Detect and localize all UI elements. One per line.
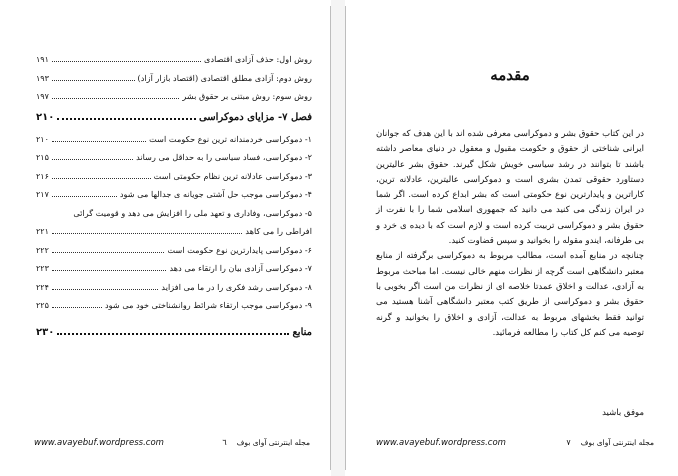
toc-leader-dots: [57, 332, 289, 335]
toc-entry[interactable]: [36, 296, 312, 315]
toc-entry[interactable]: [36, 278, 312, 297]
toc-entry-title: ۸- دموکراسی رشد فکری را در ما می افزاید: [161, 281, 312, 292]
toc-entry-title: ۶- دموکراسی پایدارترین نوع حکومت است: [167, 244, 312, 255]
toc-leader-dots: [52, 306, 102, 308]
toc-entry[interactable]: [36, 167, 312, 186]
toc-leader-dots: [52, 60, 201, 62]
footer-label: مجله اینترنتی آوای بوف: [580, 438, 654, 447]
footer-label: مجله اینترنتی آوای بوف: [236, 438, 310, 447]
toc-entry[interactable]: [36, 185, 312, 204]
page-number: ٦: [222, 438, 227, 447]
toc-entry-title: فصل ۷- مزایای دموکراسی: [198, 111, 312, 123]
toc-entry[interactable]: [36, 241, 312, 260]
toc-entry-page: ۲۲۴: [36, 282, 49, 292]
toc-leader-dots: [52, 79, 135, 81]
toc-entry-title: روش دوم: آزادی مطلق اقتصادی (اقتصاد بازار آزاد): [137, 72, 312, 83]
paragraph: چنانچه در منابع آمده است، مطالب مربوط به دموکراسی برگرفته از منابع معتبر دانشگاهی است گرچه از نظرات منهم خالی نیست. اما مباحث مربوط به آزادی، عدالت و اخلاق عمدتا خلاصه ای از نظرات من است اگر بخوبی با حقوق بشر و دموکراسی از طریق کتب معتبر دانشگاهی آشنا هستید می توانید فقط بخشهای مربوط به عدالت، آزادی و اخلاق را بخوانید و گرنه توصیه می کنم کل کتاب را مطالعه فرمائید.: [376, 251, 644, 338]
toc-entry[interactable]: [36, 87, 312, 106]
toc-entry-title: ۴- دموکراسی موجب حل آشتی جویانه ی جدالها می شود: [119, 189, 312, 199]
page-title: مقدمه: [490, 66, 530, 84]
introduction-body: [376, 127, 644, 341]
toc-leader-dots: [52, 269, 167, 271]
toc-entry-page: ۲۲۵: [36, 301, 49, 310]
toc-entry-page: ۲۱۰: [36, 111, 55, 123]
toc-entry-page: ۲۲۲: [36, 245, 49, 255]
toc-entry[interactable]: [36, 321, 312, 345]
toc-entry[interactable]: [36, 148, 312, 167]
toc-entry-page: ۲۱۰: [36, 134, 49, 144]
table-of-contents: [36, 50, 312, 345]
toc-entry[interactable]: [36, 69, 312, 88]
toc-entry-page: ۲۱۷: [36, 190, 49, 199]
toc-leader-dots: [52, 177, 151, 179]
toc-entry-page: ۲۱۵: [36, 153, 49, 162]
toc-leader-dots: [52, 140, 146, 142]
closing-line: موفق باشید: [602, 408, 644, 418]
toc-leader-dots: [52, 288, 159, 290]
toc-entry[interactable]: [36, 204, 312, 223]
toc-entry[interactable]: [36, 130, 312, 149]
toc-entry-title: ۲- دموکراسی، فساد سیاسی را به حداقل می رساند: [136, 152, 312, 162]
book-gutter: [331, 0, 345, 476]
toc-leader-dots: [52, 97, 179, 99]
toc-entry-title: منابع: [292, 326, 312, 338]
toc-entry-title: ۵- دموکراسی، وفاداری و تعهد ملی را افزایش می دهد و قومیت گرائی: [73, 207, 312, 218]
left-page-footer: [34, 438, 310, 448]
right-page-introduction: [345, 6, 674, 470]
toc-entry-page: ۱۹۱: [36, 55, 49, 64]
toc-entry-title: افراطی را می کاهد: [245, 226, 312, 236]
toc-entry-title: روش اول: حذف آزادی اقتصادی: [204, 54, 312, 64]
toc-leader-dots: [52, 195, 117, 197]
toc-entry-page: ۲۳۰: [36, 326, 55, 338]
toc-leader-dots: [57, 117, 196, 120]
page-number: ۷: [566, 438, 571, 447]
toc-entry-title: روش سوم: روش مبتنی بر حقوق بشر: [182, 91, 312, 101]
toc-entry[interactable]: [36, 259, 312, 278]
toc-entry-title: ۹- دموکراسی موجب ارتقاء شرائط روانشناختی خود می شود: [104, 300, 312, 310]
toc-entry-page: ۲۲۳: [36, 264, 49, 273]
toc-entry-page: ۲۲۱: [36, 227, 49, 236]
footer-url[interactable]: www.avayebuf.wordpress.com: [34, 438, 164, 448]
toc-entry-page: ۱۹۳: [36, 73, 49, 83]
toc-leader-dots: [52, 158, 133, 160]
toc-entry-title: ۳- دموکراسی عادلانه ترین نظام حکومتی است: [153, 170, 312, 181]
footer-url[interactable]: www.avayebuf.wordpress.com: [376, 438, 506, 448]
toc-entry-page: ۲۱۶: [36, 171, 49, 181]
toc-leader-dots: [52, 232, 243, 234]
right-page-footer: [376, 438, 654, 448]
toc-entry-title: ۱- دموکراسی خردمندانه ترین نوع حکومت است: [149, 133, 312, 144]
toc-entry[interactable]: [36, 50, 312, 69]
left-page-toc: [4, 6, 331, 470]
toc-entry[interactable]: [36, 106, 312, 130]
toc-leader-dots: [52, 251, 165, 253]
paragraph: در این کتاب حقوق بشر و دموکراسی معرفی شده اند با این هدف که جوانان ایرانی شناختی از حقوق و حکومت مقبول و معقول در دنیای معاصر داشته باشند تا بتوانند در رشد سیاسی خویش شکل گیرند. حقوق بشر عالیترین دستاورد حقوقی تمدن بشری است و دموکراسی عالیترین، عادلانه ترین، کاراترین و پایدارترین نوع حکومتی است که بشر ابداع کرده است. اگر شما در ایران زندگی می کنید می دانید که جمهوری اسلامی شما را با نفرت از حقوق بشر و دموکراسی تربیت کرده است و لازم است که با دیده ی خرد و بی طرفانه، ایندو مقوله را بخوانید و سپس قضاوت کنید.: [376, 129, 644, 247]
toc-entry[interactable]: [36, 222, 312, 241]
toc-entry-page: ۱۹۷: [36, 92, 49, 101]
toc-entry-title: ۷- دموکراسی آزادی بیان را ارتقاء می دهد: [169, 263, 312, 273]
